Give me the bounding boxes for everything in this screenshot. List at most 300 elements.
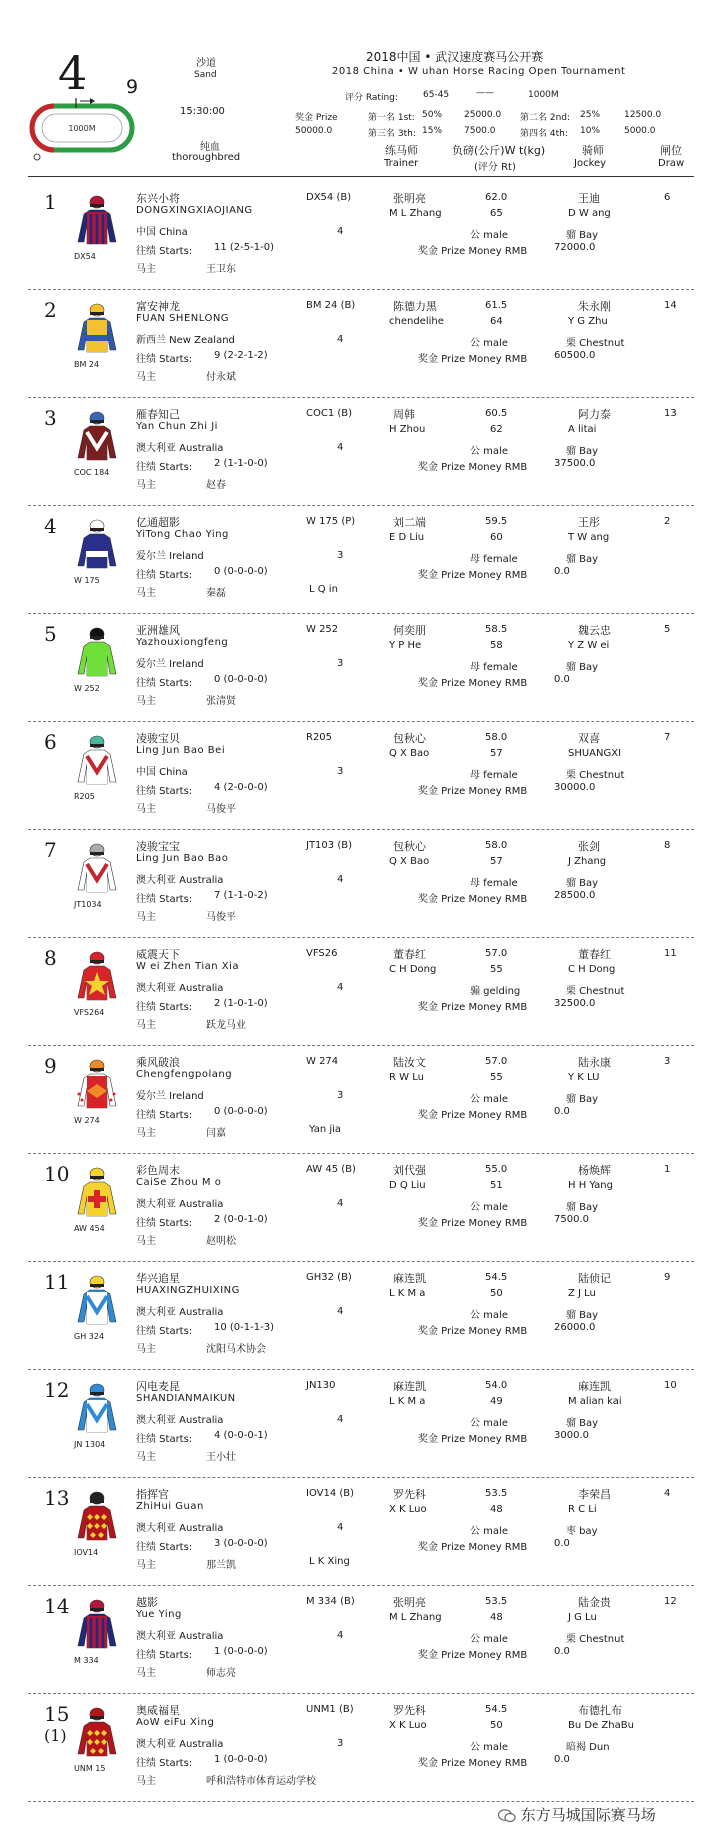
prize-money: 30000.0 bbox=[554, 782, 596, 793]
jockey-cn: 李荣昌 bbox=[578, 1488, 611, 1501]
trainer-cn: 何奕朋 bbox=[393, 624, 426, 637]
horse-entry bbox=[0, 722, 720, 830]
horse-name-en: Chengfengpolang bbox=[136, 1069, 233, 1080]
starts-record: 0 (0-0-0-0) bbox=[214, 566, 268, 577]
owner-name: 沈阳马术协会 bbox=[206, 1344, 266, 1355]
rating: 49 bbox=[490, 1396, 503, 1407]
horse-country: 澳大利亚 Australia bbox=[136, 1415, 224, 1426]
starts-record: 2 (0-0-1-0) bbox=[214, 1214, 268, 1225]
horse-age: 4 bbox=[337, 1414, 344, 1425]
horse-entry bbox=[0, 398, 720, 506]
jockey-silks-icon bbox=[74, 734, 120, 786]
horse-name-en: Ling Jun Bao Bei bbox=[136, 745, 226, 756]
horse-code: M 334 (B) bbox=[306, 1596, 355, 1607]
jockey-en: Bu De ZhaBu bbox=[568, 1720, 634, 1731]
horse-number: 15 bbox=[44, 1702, 70, 1726]
horse-name-en: ZhiHui Guan bbox=[136, 1501, 204, 1512]
horse-age: 4 bbox=[337, 442, 344, 453]
horse-country: 澳大利亚 Australia bbox=[136, 443, 224, 454]
horse-age: 4 bbox=[337, 1630, 344, 1641]
horse-code-small: JT1034 bbox=[74, 900, 102, 909]
horse-entry bbox=[0, 938, 720, 1046]
jockey-cn: 董春红 bbox=[578, 948, 611, 961]
horse-code-small: W 274 bbox=[74, 1116, 100, 1125]
jockey-en: T W ang bbox=[568, 532, 610, 543]
owner-label: 马主 bbox=[136, 480, 156, 491]
jockey-cn: 阿力泰 bbox=[578, 408, 611, 421]
prize-label: 奖金 Prize bbox=[295, 113, 338, 123]
rating-dash: —— bbox=[476, 88, 494, 98]
draw: 14 bbox=[664, 300, 677, 311]
jockey-silks-icon bbox=[74, 626, 120, 678]
jockey-cn: 朱永刚 bbox=[578, 300, 611, 313]
horse-country: 中国 China bbox=[136, 767, 188, 778]
weight: 58.0 bbox=[485, 732, 508, 743]
horse-name-cn: 指挥官 bbox=[136, 1488, 169, 1501]
draw: 13 bbox=[664, 408, 677, 419]
owner-label: 马主 bbox=[136, 588, 156, 599]
sex: 公 male bbox=[470, 446, 508, 457]
trainer-en: E D Liu bbox=[389, 532, 425, 543]
rating-label: 评分 Rating: bbox=[345, 93, 398, 103]
jockey-en: J Zhang bbox=[568, 856, 607, 867]
horse-country: 爱尔兰 Ireland bbox=[136, 659, 204, 670]
draw: 2 bbox=[664, 516, 671, 527]
col-jockey-cn: 骑师 bbox=[582, 144, 604, 157]
prize-money-label: 奖金 Prize Money RMB bbox=[418, 354, 528, 365]
horse-name-en: SHANDIANMAIKUN bbox=[136, 1393, 236, 1404]
horse-country: 澳大利亚 Australia bbox=[136, 983, 224, 994]
horse-number: 2 bbox=[44, 298, 57, 322]
horse-code-small: M 334 bbox=[74, 1656, 99, 1665]
rating: 57 bbox=[490, 748, 503, 759]
horse-age: 3 bbox=[337, 1090, 344, 1101]
horse-code-small: BM 24 bbox=[74, 360, 100, 369]
owner-label: 马主 bbox=[136, 1452, 156, 1463]
prize-money-label: 奖金 Prize Money RMB bbox=[418, 1218, 528, 1229]
horse-entry bbox=[0, 1586, 720, 1694]
col-weight-en: (评分 Rt) bbox=[474, 162, 516, 173]
horse-name-en: CaiSe Zhou M o bbox=[136, 1177, 222, 1188]
trainer-cn: 董春红 bbox=[393, 948, 426, 961]
jockey-en: Y Z W ei bbox=[568, 640, 610, 651]
prize-money: 0.0 bbox=[554, 566, 570, 577]
weight: 59.5 bbox=[485, 516, 508, 527]
horse-color: 栗 Chestnut bbox=[566, 770, 625, 781]
starts-record: 4 (2-0-0-0) bbox=[214, 782, 268, 793]
horse-age: 4 bbox=[337, 1306, 344, 1317]
horse-name-cn: 奥威福星 bbox=[136, 1704, 180, 1717]
owner-name: 王卫东 bbox=[206, 264, 236, 275]
horse-code: COC1 (B) bbox=[306, 408, 353, 419]
prize-money: 37500.0 bbox=[554, 458, 596, 469]
horse-name-cn: 凌骏宝宝 bbox=[136, 840, 180, 853]
prize-money-label: 奖金 Prize Money RMB bbox=[418, 786, 528, 797]
prize-total: 50000.0 bbox=[295, 126, 333, 136]
horse-number: 8 bbox=[44, 946, 57, 970]
trainer-cn: 刘代强 bbox=[393, 1164, 426, 1177]
rating-value: 65-45 bbox=[423, 90, 450, 100]
sex: 公 male bbox=[470, 1094, 508, 1105]
starts-record: 0 (0-0-0-0) bbox=[214, 1106, 268, 1117]
horse-color: 骝 Bay bbox=[566, 230, 599, 241]
horse-country: 澳大利亚 Australia bbox=[136, 1523, 224, 1534]
owner-label: 马主 bbox=[136, 1020, 156, 1031]
horse-code: W 252 bbox=[306, 624, 339, 635]
trainer-en: C H Dong bbox=[389, 964, 437, 975]
watermark-text: 东方马城国际赛马场 bbox=[520, 1806, 656, 1824]
owner-name: 王小壮 bbox=[206, 1452, 236, 1463]
sex: 骟 gelding bbox=[470, 986, 521, 997]
second-amount: 12500.0 bbox=[624, 110, 662, 120]
jockey-cn: 双喜 bbox=[578, 732, 600, 745]
col-draw-cn: 闸位 bbox=[660, 144, 682, 157]
track-diagram-icon bbox=[28, 96, 140, 166]
owner-secondary: Yan jia bbox=[309, 1124, 342, 1135]
owner-label: 马主 bbox=[136, 1776, 156, 1787]
trainer-en: L K M a bbox=[389, 1288, 426, 1299]
trainer-cn: 刘二端 bbox=[393, 516, 426, 529]
horse-number-extra: (1) bbox=[44, 1726, 67, 1745]
jockey-silks-icon bbox=[74, 1058, 120, 1110]
prize-money: 7500.0 bbox=[554, 1214, 589, 1225]
owner-label: 马主 bbox=[136, 912, 156, 923]
horse-number: 3 bbox=[44, 406, 57, 430]
horse-code: DX54 (B) bbox=[306, 192, 352, 203]
prize-money-label: 奖金 Prize Money RMB bbox=[418, 1434, 528, 1445]
trainer-cn: 包秋心 bbox=[393, 840, 426, 853]
col-jockey-en: Jockey bbox=[574, 158, 607, 169]
horse-number: 4 bbox=[44, 514, 57, 538]
trainer-en: Q X Bao bbox=[389, 856, 430, 867]
horse-code-small: IOV14 bbox=[74, 1548, 99, 1557]
trainer-cn: 张明亮 bbox=[393, 192, 426, 205]
starts-record: 0 (0-0-0-0) bbox=[214, 674, 268, 685]
horse-color: 栗 Chestnut bbox=[566, 986, 625, 997]
horse-color: 骝 Bay bbox=[566, 1202, 599, 1213]
owner-name: 马俊平 bbox=[206, 912, 236, 923]
prize-money-label: 奖金 Prize Money RMB bbox=[418, 894, 528, 905]
horse-color: 骝 Bay bbox=[566, 554, 599, 565]
horse-name-en: FUAN SHENLONG bbox=[136, 313, 230, 324]
trainer-en: Q X Bao bbox=[389, 748, 430, 759]
jockey-en: M alian kai bbox=[568, 1396, 622, 1407]
horse-country: 爱尔兰 Ireland bbox=[136, 1091, 204, 1102]
jockey-cn: 布德扎布 bbox=[578, 1704, 622, 1717]
horse-code-small: UNM 15 bbox=[74, 1764, 106, 1773]
starts-label: 往绩 Starts: bbox=[136, 570, 193, 581]
jockey-silks-icon bbox=[74, 1490, 120, 1542]
horse-number: 7 bbox=[44, 838, 57, 862]
trainer-en: X K Luo bbox=[389, 1720, 427, 1731]
rating: 50 bbox=[490, 1288, 503, 1299]
jockey-en: Y K LU bbox=[568, 1072, 600, 1083]
horse-number: 13 bbox=[44, 1486, 70, 1510]
draw: 1 bbox=[664, 1164, 671, 1175]
horse-name-cn: 乘风破浪 bbox=[136, 1056, 180, 1069]
jockey-silks-icon bbox=[74, 194, 120, 246]
weight: 54.5 bbox=[485, 1272, 508, 1283]
prize-money-label: 奖金 Prize Money RMB bbox=[418, 1650, 528, 1661]
owner-name: 赵春 bbox=[206, 480, 226, 491]
horse-number: 14 bbox=[44, 1594, 70, 1618]
jockey-en: SHUANGXI bbox=[568, 748, 622, 759]
jockey-en: Z J Lu bbox=[568, 1288, 596, 1299]
jockey-en: Y G Zhu bbox=[568, 316, 608, 327]
col-trainer-en: Trainer bbox=[384, 158, 419, 169]
weight: 61.5 bbox=[485, 300, 508, 311]
starts-record: 9 (2-2-1-2) bbox=[214, 350, 268, 361]
sex: 母 female bbox=[470, 662, 518, 673]
rating: 55 bbox=[490, 964, 503, 975]
jockey-silks-icon bbox=[74, 410, 120, 462]
jockey-cn: 麻连凯 bbox=[578, 1380, 611, 1393]
weight: 60.5 bbox=[485, 408, 508, 419]
prize-money: 32500.0 bbox=[554, 998, 596, 1009]
owner-name: 张清贤 bbox=[206, 696, 236, 707]
prize-money-label: 奖金 Prize Money RMB bbox=[418, 462, 528, 473]
horse-entry bbox=[0, 1046, 720, 1154]
trainer-cn: 麻连凯 bbox=[393, 1272, 426, 1285]
fourth-amount: 5000.0 bbox=[624, 126, 656, 136]
trainer-en: D Q Liu bbox=[389, 1180, 426, 1191]
owner-name: 那兰凯 bbox=[206, 1560, 236, 1571]
rating: 60 bbox=[490, 532, 503, 543]
horse-country: 澳大利亚 Australia bbox=[136, 1739, 224, 1750]
starts-label: 往绩 Starts: bbox=[136, 462, 193, 473]
horse-color: 骝 Bay bbox=[566, 878, 599, 889]
horse-age: 3 bbox=[337, 1738, 344, 1749]
sex: 公 male bbox=[470, 1526, 508, 1537]
draw: 10 bbox=[664, 1380, 677, 1391]
horse-name-cn: 亿通超影 bbox=[136, 516, 180, 529]
owner-name: 马俊平 bbox=[206, 804, 236, 815]
track-distance: 1000M bbox=[68, 124, 96, 133]
starts-label: 往绩 Starts: bbox=[136, 1650, 193, 1661]
horse-name-cn: 威震天下 bbox=[136, 948, 180, 961]
sex: 公 male bbox=[470, 230, 508, 241]
horse-color: 骝 Bay bbox=[566, 1094, 599, 1105]
horse-code-small: R205 bbox=[74, 792, 95, 801]
rating: 48 bbox=[490, 1612, 503, 1623]
horse-name-en: Yazhouxiongfeng bbox=[136, 637, 229, 648]
jockey-en: C H Dong bbox=[568, 964, 616, 975]
starts-label: 往绩 Starts: bbox=[136, 678, 193, 689]
horse-age: 3 bbox=[337, 658, 344, 669]
starts-label: 往绩 Starts: bbox=[136, 786, 193, 797]
horse-country: 中国 China bbox=[136, 227, 188, 238]
owner-name: 师志亮 bbox=[206, 1668, 236, 1679]
draw: 12 bbox=[664, 1596, 677, 1607]
draw: 6 bbox=[664, 192, 671, 203]
jockey-silks-icon bbox=[74, 1382, 120, 1434]
horse-code: JT103 (B) bbox=[306, 840, 352, 851]
horse-entry bbox=[0, 1262, 720, 1370]
owner-name: 呼和浩特市体育运动学校 bbox=[206, 1776, 316, 1787]
first-pct: 50% bbox=[422, 110, 443, 120]
prize-money-label: 奖金 Prize Money RMB bbox=[418, 1110, 528, 1121]
trainer-en: L K M a bbox=[389, 1396, 426, 1407]
prize-money-label: 奖金 Prize Money RMB bbox=[418, 246, 528, 257]
prize-money: 0.0 bbox=[554, 1538, 570, 1549]
horse-color: 骝 Bay bbox=[566, 1310, 599, 1321]
jockey-cn: 杨焕辉 bbox=[578, 1164, 611, 1177]
third-pct: 15% bbox=[422, 126, 443, 136]
owner-label: 马主 bbox=[136, 1344, 156, 1355]
horse-color: 栗 Chestnut bbox=[566, 1634, 625, 1645]
prize-money: 60500.0 bbox=[554, 350, 596, 361]
horse-country: 澳大利亚 Australia bbox=[136, 1199, 224, 1210]
prize-money-label: 奖金 Prize Money RMB bbox=[418, 1758, 528, 1769]
draw: 7 bbox=[664, 732, 671, 743]
owner-label: 马主 bbox=[136, 372, 156, 383]
rating: 50 bbox=[490, 1720, 503, 1731]
third-amount: 7500.0 bbox=[464, 126, 496, 136]
starts-label: 往绩 Starts: bbox=[136, 354, 193, 365]
horse-code: AW 45 (B) bbox=[306, 1164, 356, 1175]
jockey-cn: 陆永康 bbox=[578, 1056, 611, 1069]
owner-name: 跃龙马业 bbox=[206, 1020, 246, 1031]
breed-en: thoroughbred bbox=[172, 152, 241, 163]
jockey-cn: 魏云忠 bbox=[578, 624, 611, 637]
horse-number: 5 bbox=[44, 622, 57, 646]
horse-number: 6 bbox=[44, 730, 57, 754]
trainer-en: M L Zhang bbox=[389, 1612, 442, 1623]
first-label: 第一名 1st: bbox=[368, 113, 415, 123]
prize-money-label: 奖金 Prize Money RMB bbox=[418, 570, 528, 581]
draw: 11 bbox=[664, 948, 677, 959]
prize-money: 0.0 bbox=[554, 1646, 570, 1657]
horse-entry bbox=[0, 506, 720, 614]
starts-label: 往绩 Starts: bbox=[136, 246, 193, 257]
horse-name-cn: 雁春知己 bbox=[136, 408, 180, 421]
prize-money: 72000.0 bbox=[554, 242, 596, 253]
jockey-silks-icon bbox=[74, 518, 120, 570]
sex: 母 female bbox=[470, 554, 518, 565]
jockey-silks-icon bbox=[74, 302, 120, 354]
trainer-en: R W Lu bbox=[389, 1072, 424, 1083]
trainer-en: X K Luo bbox=[389, 1504, 427, 1515]
prize-money: 28500.0 bbox=[554, 890, 596, 901]
horse-name-cn: 富安神龙 bbox=[136, 300, 180, 313]
owner-label: 马主 bbox=[136, 1668, 156, 1679]
horse-country: 新西兰 New Zealand bbox=[136, 335, 235, 346]
horse-name-en: YiTong Chao Ying bbox=[136, 529, 229, 540]
horse-name-en: Ling Jun Bao Bao bbox=[136, 853, 229, 864]
owner-label: 马主 bbox=[136, 264, 156, 275]
owner-name: 秦磊 bbox=[206, 588, 226, 599]
trainer-cn: 罗先科 bbox=[393, 1488, 426, 1501]
draw: 4 bbox=[664, 1488, 671, 1499]
trainer-en: M L Zhang bbox=[389, 208, 442, 219]
jockey-silks-icon bbox=[74, 842, 120, 894]
horse-color: 骝 Bay bbox=[566, 1418, 599, 1429]
surface-en: Sand bbox=[194, 70, 217, 80]
sex: 公 male bbox=[470, 1202, 508, 1213]
jockey-cn: 陆侦记 bbox=[578, 1272, 611, 1285]
weight: 57.0 bbox=[485, 1056, 508, 1067]
trainer-cn: 麻连凯 bbox=[393, 1380, 426, 1393]
horse-code: W 175 (P) bbox=[306, 516, 356, 527]
trainer-cn: 陈德力黑 bbox=[393, 300, 437, 313]
rating: 55 bbox=[490, 1072, 503, 1083]
horse-entry bbox=[0, 1154, 720, 1262]
horse-code: GH32 (B) bbox=[306, 1272, 352, 1283]
owner-label: 马主 bbox=[136, 804, 156, 815]
rating: 65 bbox=[490, 208, 503, 219]
horse-country: 澳大利亚 Australia bbox=[136, 875, 224, 886]
draw: 8 bbox=[664, 840, 671, 851]
owner-name: 付永斌 bbox=[206, 372, 236, 383]
jockey-en: D W ang bbox=[568, 208, 611, 219]
starts-record: 1 (0-0-0-0) bbox=[214, 1646, 268, 1657]
jockey-silks-icon bbox=[74, 950, 120, 1002]
jockey-en: J G Lu bbox=[568, 1612, 597, 1623]
horse-code-small: COC 184 bbox=[74, 468, 110, 477]
starts-label: 往绩 Starts: bbox=[136, 1002, 193, 1013]
trainer-en: chendelihe bbox=[389, 316, 444, 327]
owner-label: 马主 bbox=[136, 696, 156, 707]
sex: 公 male bbox=[470, 338, 508, 349]
owner-name: 赵明松 bbox=[206, 1236, 236, 1247]
horse-number: 9 bbox=[44, 1054, 57, 1078]
starts-record: 7 (1-1-0-2) bbox=[214, 890, 268, 901]
starts-record: 3 (0-0-0-0) bbox=[214, 1538, 268, 1549]
sex: 公 male bbox=[470, 1418, 508, 1429]
jockey-cn: 王彤 bbox=[578, 516, 600, 529]
horse-country: 澳大利亚 Australia bbox=[136, 1631, 224, 1642]
trainer-cn: 包秋心 bbox=[393, 732, 426, 745]
watermark bbox=[498, 1804, 656, 1825]
prize-money: 26000.0 bbox=[554, 1322, 596, 1333]
jockey-silks-icon bbox=[74, 1598, 120, 1650]
runner-count: 9 bbox=[126, 76, 139, 98]
starts-record: 4 (0-0-0-1) bbox=[214, 1430, 268, 1441]
starts-record: 10 (0-1-1-3) bbox=[214, 1322, 274, 1333]
horse-name-en: AoW eiFu Xing bbox=[136, 1717, 215, 1728]
col-draw-en: Draw bbox=[658, 158, 685, 169]
starts-label: 往绩 Starts: bbox=[136, 894, 193, 905]
horse-code: IOV14 (B) bbox=[306, 1488, 355, 1499]
horse-code-small: VFS264 bbox=[74, 1008, 105, 1017]
jockey-silks-icon bbox=[74, 1166, 120, 1218]
horse-color: 骝 Bay bbox=[566, 446, 599, 457]
jockey-en: H H Yang bbox=[568, 1180, 613, 1191]
horse-entry bbox=[0, 1694, 720, 1802]
horse-country: 爱尔兰 Ireland bbox=[136, 551, 204, 562]
weight: 58.0 bbox=[485, 840, 508, 851]
wechat-icon bbox=[498, 1809, 516, 1823]
prize-money: 0.0 bbox=[554, 674, 570, 685]
horse-code-small: DX54 bbox=[74, 252, 96, 261]
horse-name-en: Yue Ying bbox=[136, 1609, 182, 1620]
entry-divider bbox=[28, 1801, 694, 1802]
prize-money-label: 奖金 Prize Money RMB bbox=[418, 1002, 528, 1013]
rating: 58 bbox=[490, 640, 503, 651]
prize-money: 0.0 bbox=[554, 1106, 570, 1117]
starts-record: 2 (1-1-0-0) bbox=[214, 458, 268, 469]
horse-entry bbox=[0, 614, 720, 722]
horse-age: 3 bbox=[337, 550, 344, 561]
jockey-cn: 王迪 bbox=[578, 192, 600, 205]
jockey-en: A litai bbox=[568, 424, 597, 435]
horse-entry bbox=[0, 290, 720, 398]
horse-country: 澳大利亚 Australia bbox=[136, 1307, 224, 1318]
fourth-label: 第四名 4th: bbox=[520, 129, 568, 139]
horse-color: 骝 Bay bbox=[566, 662, 599, 673]
trainer-cn: 罗先科 bbox=[393, 1704, 426, 1717]
owner-label: 马主 bbox=[136, 1128, 156, 1139]
